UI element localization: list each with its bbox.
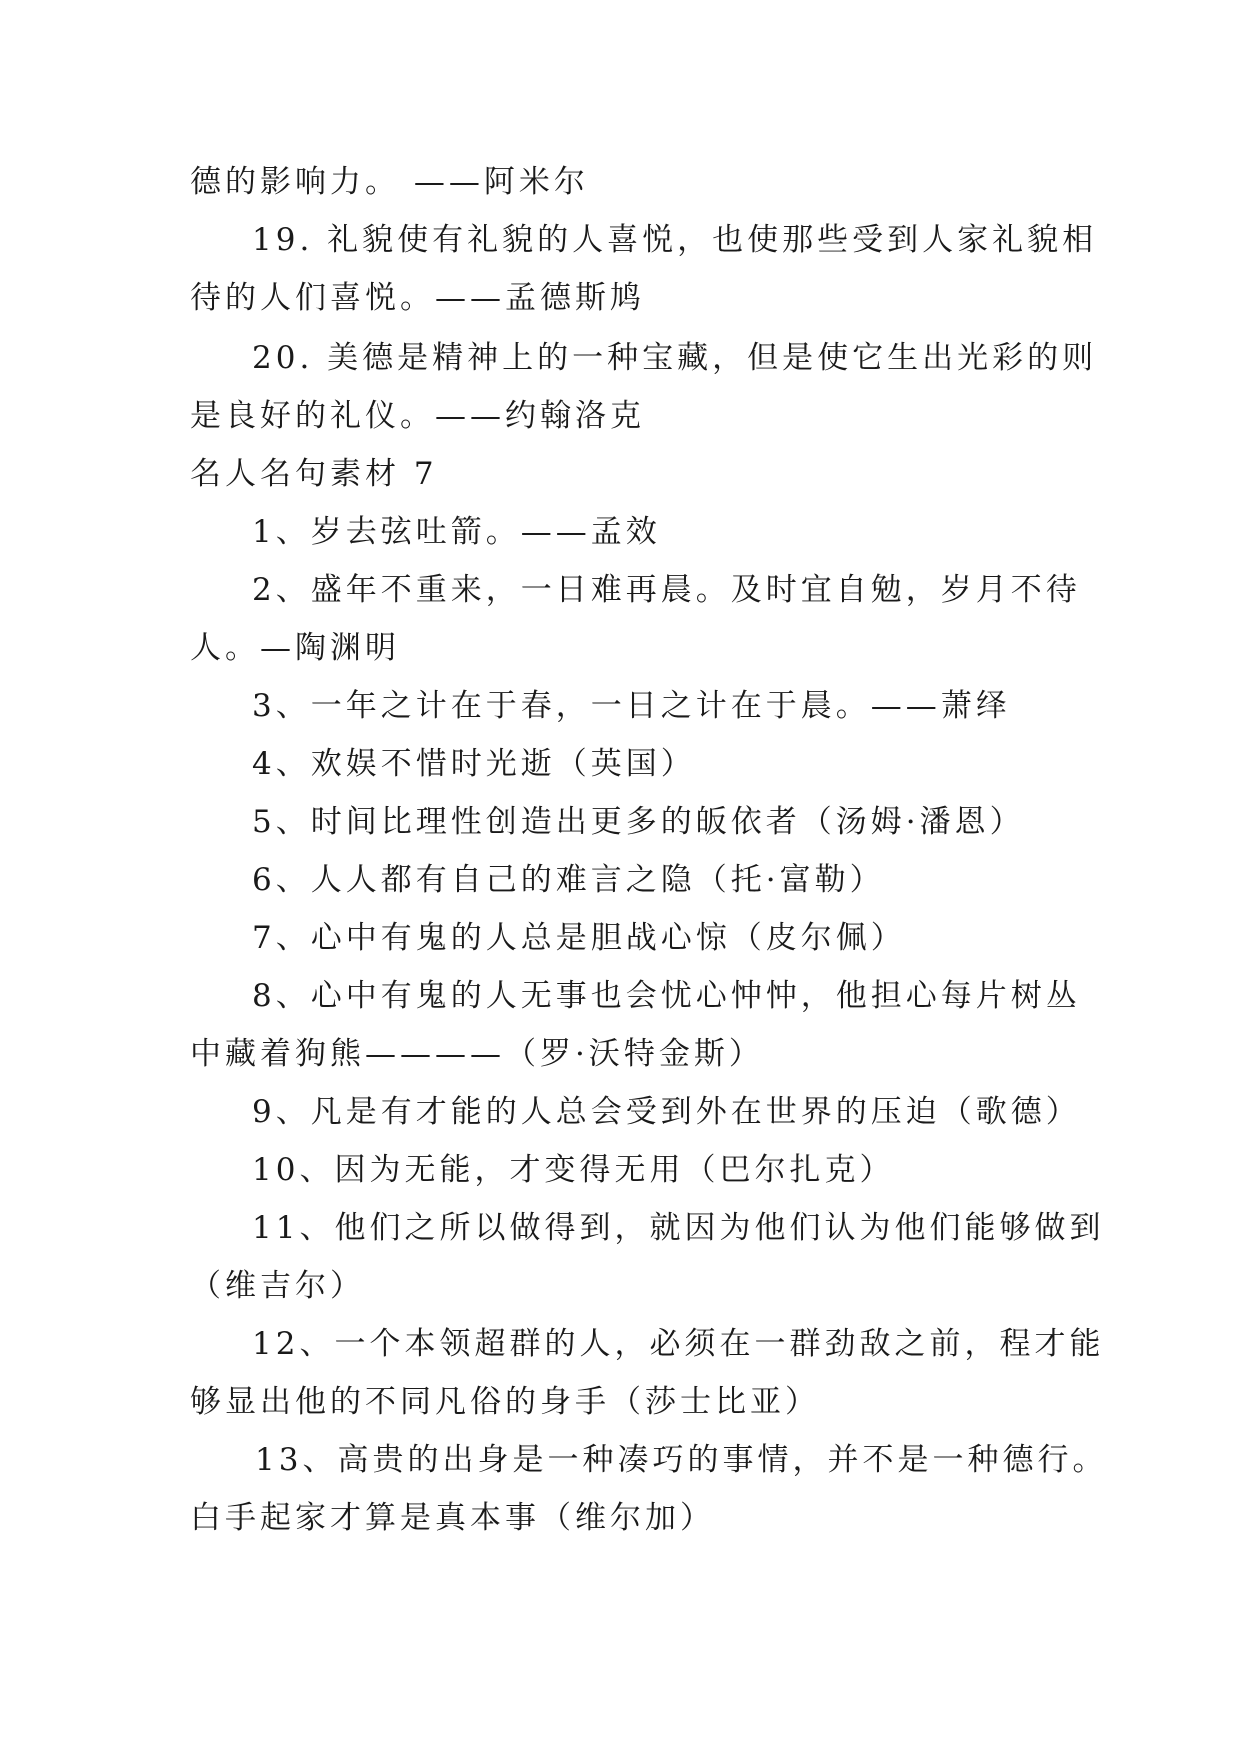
text-line: 13、高贵的出身是一种凑巧的事情，并不是一种德行。 [255, 1442, 1108, 1478]
text-line: 德的影响力。 ——阿米尔 [190, 164, 589, 200]
text-line: 11、他们之所以做得到，就因为他们认为他们能够做到 [252, 1210, 1105, 1246]
text-line: 中藏着狗熊————（罗·沃特金斯） [190, 1036, 764, 1072]
text-line: 7、心中有鬼的人总是胆战心惊（皮尔佩） [252, 920, 906, 956]
text-line: 白手起家才算是真本事（维尔加） [190, 1500, 715, 1536]
text-line: 2、盛年不重来，一日难再晨。及时宜自勉，岁月不待 [252, 572, 1081, 608]
text-line: 10、因为无能，才变得无用（巴尔扎克） [252, 1152, 895, 1188]
text-line: 4、欢娱不惜时光逝（英国） [252, 746, 696, 782]
text-line: 人。—陶渊明 [190, 630, 400, 666]
text-line: 是良好的礼仪。——约翰洛克 [190, 398, 645, 434]
text-line: 20. 美德是精神上的一种宝藏，但是使它生出光彩的则 [252, 340, 1098, 376]
text-line: 1、岁去弦吐箭。——孟效 [252, 514, 661, 550]
text-line: 12、一个本领超群的人，必须在一群劲敌之前，程才能 [252, 1326, 1105, 1362]
text-line: 9、凡是有才能的人总会受到外在世界的压迫（歌德） [252, 1094, 1081, 1130]
text-line: 待的人们喜悦。——孟德斯鸠 [190, 280, 645, 316]
text-line: 3、一年之计在于春，一日之计在于晨。——萧绎 [252, 688, 1011, 724]
section-heading: 名人名句素材 7 [190, 456, 438, 492]
text-line: 够显出他的不同凡俗的身手（莎士比亚） [190, 1384, 820, 1420]
text-line: （维吉尔） [190, 1268, 365, 1304]
text-line: 5、时间比理性创造出更多的皈依者（汤姆·潘恩） [252, 804, 1025, 840]
text-line: 8、心中有鬼的人无事也会忧心忡忡，他担心每片树丛 [252, 978, 1081, 1014]
text-line: 19. 礼貌使有礼貌的人喜悦，也使那些受到人家礼貌相 [252, 222, 1098, 258]
text-line: 6、人人都有自己的难言之隐（托·富勒） [252, 862, 885, 898]
